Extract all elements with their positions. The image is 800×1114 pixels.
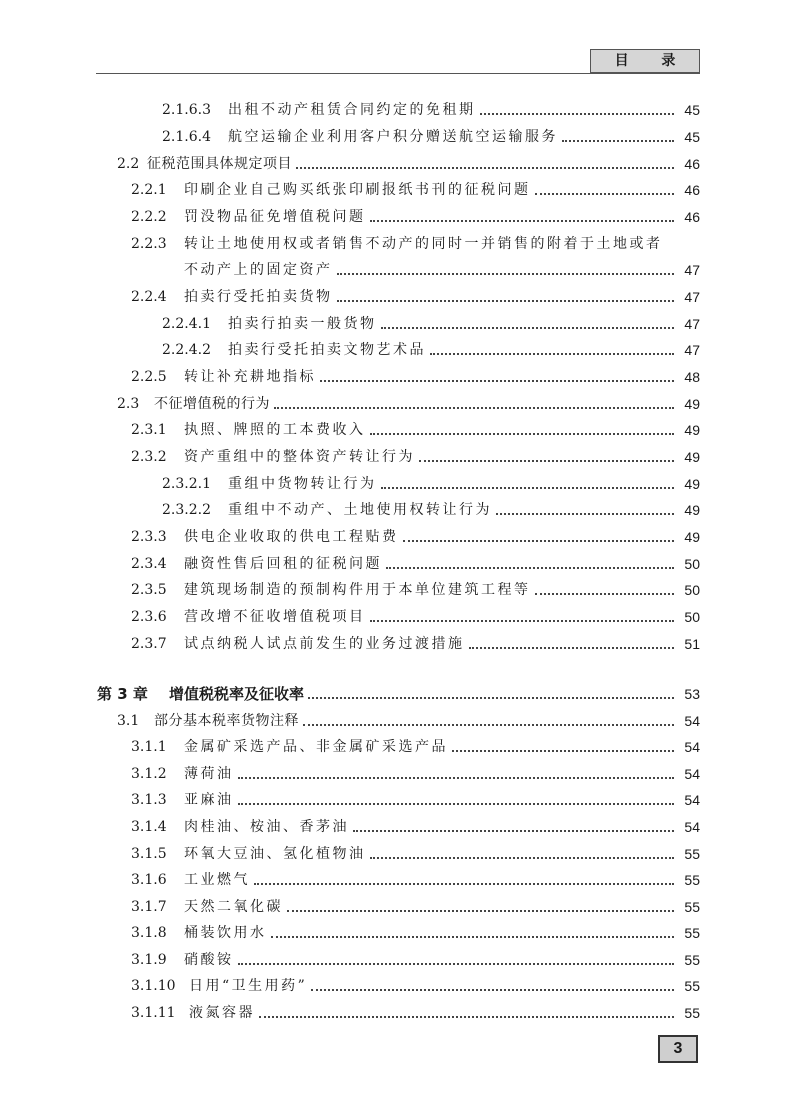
toc-entry-number: 3.1.7 [131,899,167,915]
header-rule [96,73,700,74]
toc-entry-number: 2.3.4 [131,556,167,572]
dot-leader [308,697,674,699]
toc-entry[interactable] [0,520,700,546]
dot-leader [381,487,675,489]
toc-entry[interactable] [0,547,700,573]
toc-entry-title: 执照、牌照的工本费收入 [184,422,366,438]
dot-leader [311,989,674,991]
toc-entry-title: 天然二氧化碳 [184,899,283,915]
toc-entry-title: 建筑现场制造的预制构件用于本单位建筑工程等 [184,582,531,598]
toc-entry-number: 2.3.2.1 [162,476,211,492]
toc-entry-page: 49 [684,422,700,438]
toc-entry-page: 47 [684,289,700,305]
toc-entry-page: 53 [684,686,700,702]
toc-entry-number: 2.3.2.2 [162,502,211,518]
toc-entry[interactable] [0,757,700,783]
toc-entry-title: 不征增值税的行为 [154,396,270,412]
toc-entry-title: 肉桂油、桉油、香茅油 [184,819,349,835]
dot-leader [419,460,674,462]
toc-entry-number: 2.1.6.4 [162,129,211,145]
toc-entry[interactable] [0,120,700,146]
toc-entry-page: 49 [684,529,700,545]
toc-entry[interactable] [0,413,700,439]
toc-entry-number: 2.1.6.3 [162,102,211,118]
toc-entry[interactable] [0,943,700,969]
toc-entry-page: 49 [684,449,700,465]
toc-entry[interactable] [0,810,700,836]
toc-entry-page: 45 [684,129,700,145]
dot-leader [370,620,675,622]
toc-entry-title: 印刷企业自己购买纸张印刷报纸书刊的征税问题 [184,182,531,198]
toc-entry-title: 不动产上的固定资产 [184,262,333,278]
toc-entry-continuation[interactable] [0,253,700,279]
toc-entry[interactable] [0,173,700,199]
toc-entry-page: 54 [684,713,700,729]
toc-entry-number: 3.1.8 [131,925,167,941]
toc-entry-title: 罚没物品征免增值税问题 [184,209,366,225]
section-header-label: 目 录 [590,49,700,73]
dot-leader [535,593,675,595]
dot-leader [370,433,675,435]
toc-entry-number: 3.1.1 [131,739,167,755]
toc-entry-number: 3.1.3 [131,792,167,808]
toc-entry-page: 51 [684,636,700,652]
dot-leader [496,513,674,515]
toc-entry-page: 55 [684,952,700,968]
toc-entry[interactable] [0,280,700,306]
dot-leader [452,750,674,752]
toc-entry-page: 50 [684,582,700,598]
toc-entry-number: 2.2.4.2 [162,342,211,358]
dot-leader [370,857,675,859]
toc-entry-number: 2.2.4 [131,289,167,305]
toc-entry-number: 3.1.4 [131,819,167,835]
toc-entry-number: 2.2.4.1 [162,316,211,332]
toc-entry-page: 46 [684,182,700,198]
toc-entry-number: 3.1.5 [131,846,167,862]
toc-entry[interactable] [0,573,700,599]
toc-entry-page: 47 [684,262,700,278]
toc-entry-page: 46 [684,156,700,172]
toc-entry-number: 2.3.7 [131,636,167,652]
toc-entry-title: 供电企业收取的供电工程贴费 [184,529,399,545]
toc-entry[interactable] [0,704,700,730]
toc-entry-number: 2.3 [117,396,140,412]
toc-entry-title: 日用“卫生用药” [189,978,308,994]
toc-entry-title: 金属矿采选产品、非金属矿采选产品 [184,739,448,755]
toc-entry-page: 50 [684,556,700,572]
dot-leader [271,936,675,938]
toc-entry[interactable] [0,360,700,386]
toc-entry-page: 47 [684,316,700,332]
toc-entry-title: 桶装饮用水 [184,925,267,941]
toc-entry[interactable] [0,969,700,995]
toc-entry-title: 环氧大豆油、氢化植物油 [184,846,366,862]
toc-entry-number: 2.2.5 [131,369,167,385]
dot-leader [562,140,674,142]
toc-entry[interactable] [0,996,700,1022]
dot-leader [287,910,674,912]
dot-leader [430,353,674,355]
toc-entry-page: 55 [684,1005,700,1021]
toc-entry[interactable] [0,333,700,359]
toc-entry-page: 50 [684,609,700,625]
toc-entry-number: 3.1 [117,713,140,729]
toc-entry-title: 重组中不动产、土地使用权转让行为 [228,502,492,518]
dot-leader [254,883,674,885]
dot-leader [381,327,675,329]
dot-leader [386,567,674,569]
dot-leader [238,963,675,965]
toc-entry[interactable] [0,837,700,863]
dot-leader [238,803,675,805]
page-number: 3 [658,1035,698,1063]
toc-entry-title: 拍卖行拍卖一般货物 [228,316,377,332]
toc-entry-page: 48 [684,369,700,385]
toc-entry-page: 45 [684,102,700,118]
toc-entry[interactable] [0,467,700,493]
toc-entry-title: 资产重组中的整体资产转让行为 [184,449,415,465]
toc-entry[interactable] [0,783,700,809]
toc-entry-number: 2.3.3 [131,529,167,545]
toc-entry-page: 46 [684,209,700,225]
toc-entry[interactable] [0,200,700,226]
dot-leader [337,300,675,302]
toc-entry[interactable] [0,387,700,413]
toc-entry-number: 3.1.9 [131,952,167,968]
toc-entry-number: 2.2.1 [131,182,167,198]
dot-leader [469,647,675,649]
dot-leader [337,273,675,275]
toc-entry-number: 2.3.6 [131,609,167,625]
dot-leader [480,113,675,115]
toc-entry-title: 拍卖行受托拍卖文物艺术品 [228,342,426,358]
toc-entry-title: 部分基本税率货物注释 [154,713,299,729]
toc-chapter-entry[interactable] [0,677,700,703]
toc-entry-page: 55 [684,872,700,888]
dot-leader [535,193,675,195]
toc-entry[interactable] [0,440,700,466]
dot-leader [259,1016,674,1018]
toc-entry-title: 航空运输企业利用客户积分赠送航空运输服务 [228,129,558,145]
dot-leader [303,724,674,726]
toc-entry-number: 3.1.2 [131,766,167,782]
toc-entry-page: 54 [684,819,700,835]
toc-entry-number: 3.1.10 [131,978,176,994]
toc-entry-title: 亚麻油 [184,792,234,808]
toc-entry[interactable] [0,227,700,253]
toc-entry-page: 55 [684,978,700,994]
dot-leader [274,407,674,409]
toc-entry-title: 出租不动产租赁合同约定的免租期 [228,102,476,118]
toc-entry-page: 55 [684,925,700,941]
toc-entry-title: 拍卖行受托拍卖货物 [184,289,333,305]
toc-entry-title: 硝酸铵 [184,952,234,968]
toc-entry-page: 55 [684,846,700,862]
dot-leader [353,830,674,832]
toc-entry[interactable] [0,627,700,653]
toc-entry-page: 49 [684,396,700,412]
toc-entry-page: 47 [684,342,700,358]
dot-leader [238,777,675,779]
toc-entry-page: 49 [684,502,700,518]
toc-entry[interactable] [0,730,700,756]
toc-entry[interactable] [0,890,700,916]
toc-entry-page: 55 [684,899,700,915]
toc-entry-page: 54 [684,792,700,808]
toc-entry-number: 2.3.1 [131,422,167,438]
toc-entry-title: 工业燃气 [184,872,250,888]
toc-entry-number: 3.1.6 [131,872,167,888]
toc-entry-title: 试点纳税人试点前发生的业务过渡措施 [184,636,465,652]
toc-entry-number: 2.3.2 [131,449,167,465]
toc-entry[interactable] [0,307,700,333]
toc-chapter-number: 第 3 章 [97,685,148,703]
toc-entry-page: 54 [684,739,700,755]
toc-entry-page: 54 [684,766,700,782]
toc-entry-title: 转让土地使用权或者销售不动产的同时一并销售的附着于土地或者 [184,236,663,252]
toc-entry-title: 转让补充耕地指标 [184,369,316,385]
toc-entry[interactable] [0,916,700,942]
toc-entry-title: 液氮容器 [189,1005,255,1021]
dot-leader [370,220,675,222]
toc-entry[interactable] [0,93,700,119]
toc-entry[interactable] [0,600,700,626]
toc-entry-number: 2.2.2 [131,209,167,225]
toc-entry-number: 2.2.3 [131,236,167,252]
toc-entry-title: 征税范围具体规定项目 [147,156,292,172]
toc-chapter-title: 增值税税率及征收率 [169,685,305,703]
toc-entry[interactable] [0,493,700,519]
toc-entry-title: 融资性售后回租的征税问题 [184,556,382,572]
toc-entry-number: 2.3.5 [131,582,167,598]
toc-entry-title: 重组中货物转让行为 [228,476,377,492]
toc-entry-number: 3.1.11 [131,1005,176,1021]
dot-leader [403,540,675,542]
toc-entry-title: 营改增不征收增值税项目 [184,609,366,625]
toc-entry-title: 薄荷油 [184,766,234,782]
toc-entry-page: 49 [684,476,700,492]
dot-leader [296,167,674,169]
toc-entry-number: 2.2 [117,156,140,172]
toc-entry[interactable] [0,147,700,173]
dot-leader [320,380,674,382]
toc-entry[interactable] [0,863,700,889]
